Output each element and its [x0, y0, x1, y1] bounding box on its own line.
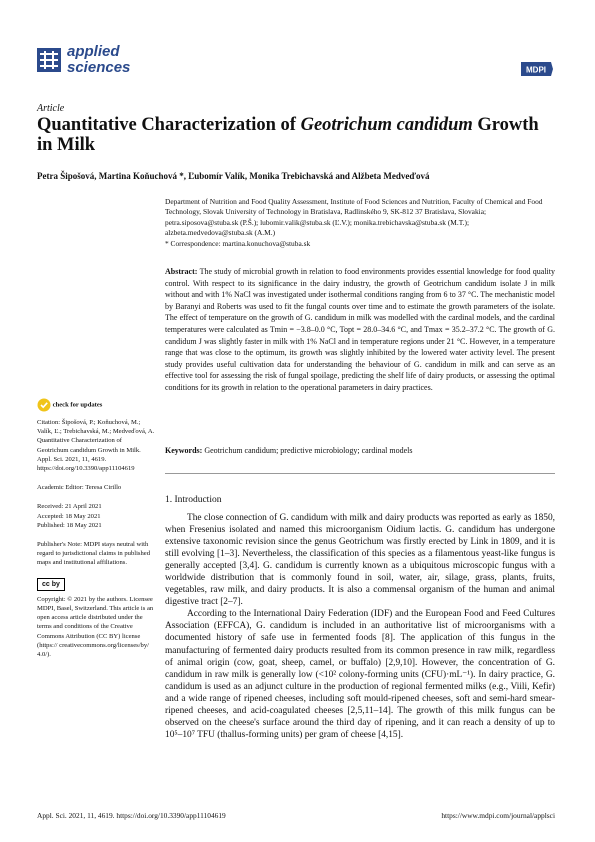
abstract-label: Abstract: [165, 267, 198, 276]
affiliation-text: Department of Nutrition and Food Quality Assessment, Institute of Food Sciences and Nutrition, Faculty of Chemical and Food Technology, Slovak University of Technology in Bratislava, Radlinského 9, SK-812 37 Bratislava, Slovakia; petra.siposova@stuba.sk (P.Š.); lubomir.valik@stuba.sk (Ľ.V.); monika.trebichavska@stuba.sk (M.T.); alzbeta.medvedova@stuba.sk (A.M.) [165, 197, 543, 238]
mdpi-logo-icon [519, 60, 555, 78]
title-italic: Geotrichum candidum [300, 115, 473, 135]
sidebar [37, 398, 155, 669]
journal-logo-icon [37, 48, 61, 72]
paragraph-1: The close connection of G. candidum with milk and dairy products was reported as early as 1850, when Fresenius isolated and named this microorganism Oidium lactis. G. candidum has undergone extensive taxonomic revision since the genus Geotrichum was firstly erected by Link in 1809, and it is still evolving [1–3]. Nevertheless, the classification of this species as a filamentous yeast-like fungus is generally accepted [3,4]. G. candidum is currently known as a ubiquitous microscopic fungus with a worldwide distribution that is commonly found in soil, water, air, silage, grass, plants, fruits, vegetables, raw milk, and dairy products. It is also a commensal organism of the human and animal digestive tract [2–7]. [165, 513, 555, 608]
title-part2: Growth in Milk [37, 115, 539, 155]
cc-license-badge[interactable] [37, 578, 155, 591]
section-title: 1. Introduction [165, 495, 222, 505]
title-part1: Quantitative Characterization of [37, 115, 301, 135]
check-updates-label: check for updates [52, 401, 103, 409]
academic-editor: Academic Editor: Teresa Cirillo [37, 484, 122, 492]
paragraph-2: According to the International Dairy Federation (IDF) and the European Food and Feed Cultures Association (EFFCA), G. candidum is included in an authoritative list of microorganisms with a documented history of safe use in fermented foods [8]. The application of this fungus in the manufacturing of fermented dairy products resulted from its common presence in raw milk, regardless of animal origin (cow, goat, sheep, camel, or buffalo) [2,9,10]. However, the concentration of G. candidum in raw milk is generally low (<10² colony-forming units (CFU)·mL⁻¹). In dairy practice, G. candidum is used as an adjunct culture in the production of regional fermented milks (e.g., Viili, Kefir) and a wide range of ripened cheeses, including soft mould-ripened cheeses, soft and semi-hard smear-ripened cheeses, and acid-coagulated cheeses [2,5,11–14]. The growth of this milk fungus can be observed on the cheese's surface around the third day of ripening, and it can reach a density of up to 10⁵–10⁷ TFU (thallus-forming units) per gram of cheese [4,15]. [165, 609, 555, 740]
article-type: Article [37, 103, 65, 114]
footer-citation[interactable]: Appl. Sci. 2021, 11, 4619. https://doi.org/10.3390/app11104619 [37, 811, 226, 820]
accepted-date: Accepted: 18 May 2021 [37, 512, 101, 520]
keywords-text: Geotrichum candidum; predictive microbiology; cardinal models [204, 446, 413, 455]
author-list [37, 170, 562, 182]
copyright: Copyright: © 2021 by the authors. Licensee MDPI, Basel, Switzerland. This article is an open access article distributed under the terms and conditions of the Creative Commons Attribution (CC BY) license (https:// creativecommons.org/licenses/by/ 4.0/). [37, 595, 154, 659]
section-divider [165, 473, 555, 474]
journal-name-line2: sciences [67, 59, 131, 76]
received-date: Received: 21 April 2021 [37, 503, 102, 511]
affiliation [165, 197, 555, 249]
footer-journal-url[interactable]: https://www.mdpi.com/journal/applsci [441, 811, 555, 820]
check-for-updates[interactable] [37, 398, 155, 412]
check-updates-icon [37, 398, 51, 412]
correspondence: * Correspondence: martina.konuchova@stuba.sk [165, 238, 311, 248]
publisher-name: MDPI [526, 65, 546, 75]
authors-text: Petra Šipošová, Martina Koňuchová *, Ľubomír Valík, Monika Trebichavská and Alžbeta Medveďová [37, 171, 430, 181]
publisher-note: Publisher's Note: MDPI stays neutral with regard to jurisdictional claims in published maps and institutional affiliations. [37, 541, 150, 567]
footer [37, 811, 555, 820]
journal-logo [37, 44, 177, 82]
body-text [165, 512, 555, 741]
abstract [165, 266, 555, 394]
publisher-logo [519, 60, 555, 78]
journal-name-line1: applied [67, 43, 120, 60]
keywords [165, 445, 555, 456]
cc-license-label: cc by [37, 578, 65, 591]
abstract-text: The study of microbial growth in relation to food environments provides essential knowledge for food quality control. With respect to its significance in the dairy industry, the growth of Geotrichum candidum isolate J in milk without and with 1% NaCl was investigated under isothermal conditions ranging from 6 to 37 °C. The mechanistic model by Baranyi and Roberts was used to fit the fungal counts over time and to estimate the growth parameters of the isolate. The effect of temperature on the growth of G. candidum in milk was modelled with the cardinal models, and the cardinal temperatures were calculated as Tmin = −3.8–0.0 °C, Topt = 28.0–34.6 °C, and Tmax = 35.2–37.2 °C. The growth of G. candidum J was slightly faster in milk with 1% NaCl and in temperature regions under 21 °C. However, in a temperature range that was close to the optimum, its growth was slightly inhibited by the lowered water activity level. The present study provides useful cultivation data for understanding the behaviour of G. candidum in milk and can serve as an effective tool for assessing the risk of fungal spoilage, predicting the shelf life of dairy products, or assessing the optimal conditions for its growth in relation to the operational parameters in dairy practices. [165, 267, 555, 392]
citation: Citation: Šipošová, P.; Koňuchová, M.; Valík, Ľ.; Trebichavská, M.; Medveďová, A. Quantitative Characterization of Geotrichum candidum Growth in Milk. Appl. Sci. 2021, 11, 4619. https://doi.org/10.3390/app11104619 [37, 419, 155, 473]
page-title [37, 115, 557, 155]
published-date: Published: 18 May 2021 [37, 521, 102, 529]
keywords-label: Keywords: [165, 446, 203, 455]
